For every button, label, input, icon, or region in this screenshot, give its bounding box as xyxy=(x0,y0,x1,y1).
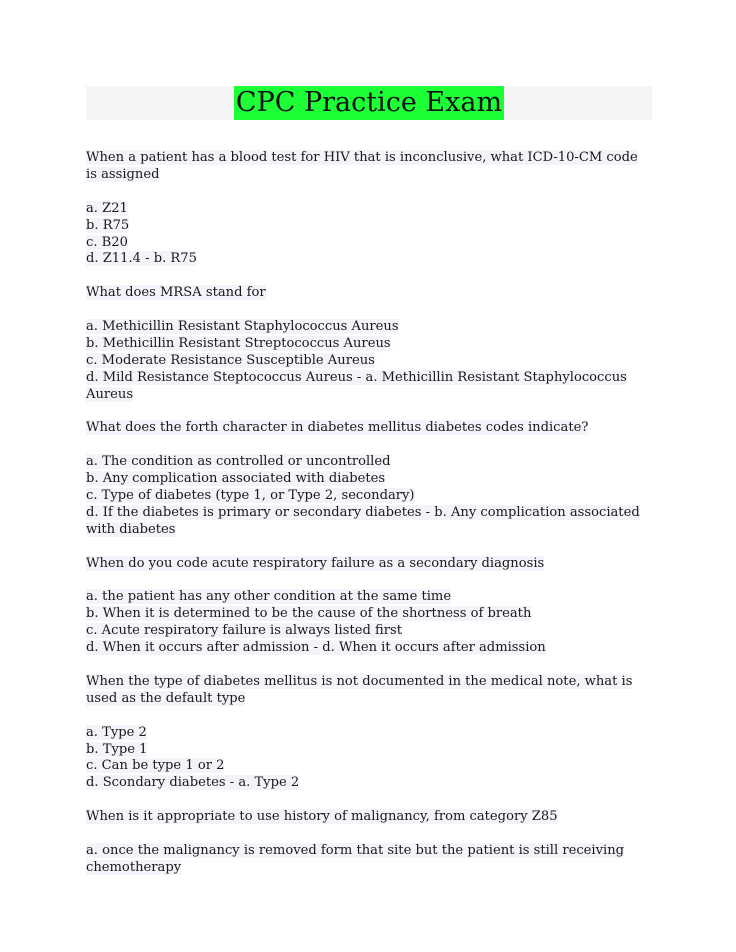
question-6-text: When is it appropriate to use history of malignancy, from category Z85 xyxy=(86,809,558,825)
option-line: c. Acute respiratory failure is always listed first xyxy=(86,623,402,639)
question-6-options xyxy=(86,843,648,877)
option-line: d. Scondary diabetes - a. Type 2 xyxy=(86,775,300,791)
question-3-text: What does the forth character in diabetes mellitus diabetes codes indicate? xyxy=(86,420,589,436)
option-line: d. If the diabetes is primary or secondary diabetes - b. Any complication associated with diabetes xyxy=(86,504,640,537)
option-line: a. once the malignancy is removed form that site but the patient is still receiving chemotherapy xyxy=(86,842,625,875)
option-line: a. the patient has any other condition at the same time xyxy=(86,589,452,605)
question-4-options xyxy=(86,589,648,657)
page-title: CPC Practice Exam xyxy=(235,87,503,118)
option-line: c. Can be type 1 or 2 xyxy=(86,758,225,774)
question-5-text: When the type of diabetes mellitus is not documented in the medical note, what is used as the default type xyxy=(86,673,633,706)
option-line: c. Type of diabetes (type 1, or Type 2, secondary) xyxy=(86,488,415,504)
question-1-options xyxy=(86,201,648,269)
title-band xyxy=(86,86,652,120)
option-line: a. Z21 xyxy=(86,200,128,216)
option-line: b. Methicillin Resistant Streptococcus Aureus xyxy=(86,335,391,351)
option-line: a. The condition as controlled or uncontrolled xyxy=(86,454,391,470)
option-line: d. When it occurs after admission - d. When it occurs after admission xyxy=(86,640,546,656)
option-line: d. Mild Resistance Steptococcus Aureus - a. Methicillin Resistant Staphylococcus Aureus xyxy=(86,369,627,402)
option-line: b. Type 1 xyxy=(86,741,148,757)
question-list xyxy=(86,150,648,894)
question-5-options xyxy=(86,725,648,793)
question-1-text: When a patient has a blood test for HIV that is inconclusive, what ICD-10-CM code is assigned xyxy=(86,150,638,182)
option-line: c. B20 xyxy=(86,234,128,250)
option-line: b. R75 xyxy=(86,217,130,233)
question-4-text: When do you code acute respiratory failure as a secondary diagnosis xyxy=(86,555,545,571)
option-line: b. Any complication associated with diabetes xyxy=(86,471,386,487)
question-2-options xyxy=(86,319,648,404)
option-line: a. Type 2 xyxy=(86,724,147,740)
question-3-options xyxy=(86,454,648,539)
option-line: b. When it is determined to be the cause of the shortness of breath xyxy=(86,606,532,622)
option-line: c. Moderate Resistance Susceptible Aureus xyxy=(86,352,375,368)
option-line: a. Methicillin Resistant Staphylococcus Aureus xyxy=(86,319,399,335)
question-2-text: What does MRSA stand for xyxy=(86,285,266,301)
option-line: d. Z11.4 - b. R75 xyxy=(86,251,197,267)
